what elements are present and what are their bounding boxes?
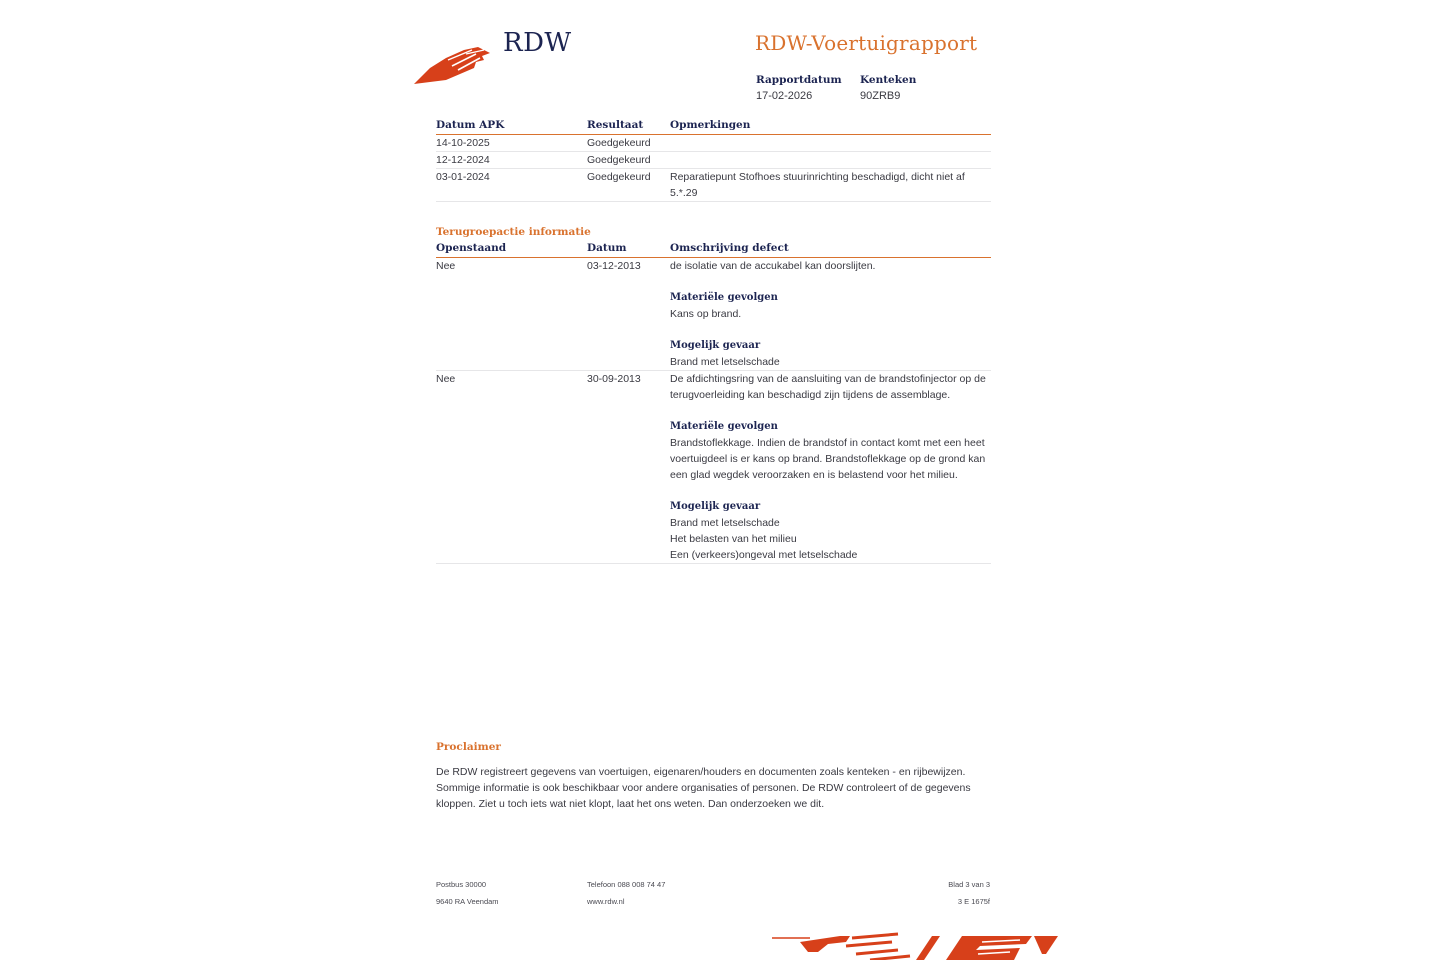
footer-address-line2: 9640 RA Veendam xyxy=(436,897,499,906)
license-plate-value: 90ZRB9 xyxy=(860,90,901,102)
column-header-defect-description: Omschrijving defect xyxy=(670,242,789,254)
material-consequences-line: Brandstoflekkage. Indien de brandstof in contact komt met een heet xyxy=(670,437,985,449)
material-consequences-line: voertuigdeel is er kans op brand. Brandstoflekkage op de grond kan xyxy=(670,453,986,465)
possible-danger-line: Brand met letselschade xyxy=(670,517,780,529)
apk-remarks xyxy=(670,135,991,151)
description-line: terugvoerleiding kan beschadigd zijn tijdens de assemblage. xyxy=(670,389,951,401)
possible-danger-label: Mogelijk gevaar xyxy=(670,340,761,351)
material-consequences-line: een glad wegdek veroorzaken en is belastend voor het milieu. xyxy=(670,469,958,481)
table-row xyxy=(436,152,991,169)
footer-contact xyxy=(587,876,665,910)
column-header-remarks: Opmerkingen xyxy=(670,119,751,131)
recall-date: 30-09-2013 xyxy=(587,373,641,385)
recall-table-header xyxy=(436,241,991,258)
apk-date: 14-10-2025 xyxy=(436,137,490,149)
footer-page-info xyxy=(948,876,990,910)
possible-danger-line: Brand met letselschade xyxy=(670,356,780,368)
apk-remarks-line: Reparatiepunt Stofhoes stuurinrichting beschadigd, dicht niet af xyxy=(670,171,965,183)
document-code: 3 E 1675f xyxy=(957,897,990,906)
recall-table xyxy=(436,241,991,564)
report-date xyxy=(756,73,842,103)
rdw-feather-logo-icon xyxy=(412,44,492,86)
apk-result: Goedgekeurd xyxy=(587,171,651,183)
proclaimer-title: Proclaimer xyxy=(436,741,501,753)
page-number: Blad 3 van 3 xyxy=(948,880,990,889)
table-row xyxy=(436,135,991,152)
column-header-date: Datum xyxy=(587,242,627,254)
table-row xyxy=(436,371,991,564)
apk-date: 12-12-2024 xyxy=(436,154,490,166)
recall-section-title: Terugroepactie informatie xyxy=(436,226,591,238)
proclaimer-line: Sommige informatie is ook beschikbaar voor andere organisaties of personen. De RDW controleert of de gegevens xyxy=(436,782,971,794)
recall-date: 03-12-2013 xyxy=(587,260,641,272)
footer-website-link[interactable]: www.rdw.nl xyxy=(587,897,625,906)
column-header-result: Resultaat xyxy=(587,119,644,131)
apk-remarks xyxy=(670,152,991,168)
proclaimer-line: kloppen. Ziet u toch iets wat niet klopt, laat het ons weten. Dan onderzoeken we dit. xyxy=(436,798,825,810)
apk-table xyxy=(436,118,991,202)
proclaimer-text xyxy=(436,764,996,812)
table-row xyxy=(436,258,991,371)
apk-result: Goedgekeurd xyxy=(587,154,651,166)
report-date-label: Rapportdatum xyxy=(756,74,842,86)
material-consequences-label: Materiële gevolgen xyxy=(670,421,778,432)
apk-remarks-line: 5.*.29 xyxy=(670,187,698,199)
description-line: de isolatie van de accukabel kan doorslijten. xyxy=(670,260,876,272)
apk-remarks xyxy=(670,169,991,201)
column-header-open: Openstaand xyxy=(436,242,507,254)
table-row xyxy=(436,169,991,202)
apk-result: Goedgekeurd xyxy=(587,137,651,149)
recall-description xyxy=(670,258,991,370)
report-date-value: 17-02-2026 xyxy=(756,90,813,102)
apk-table-header xyxy=(436,118,991,135)
recall-description xyxy=(670,371,991,563)
possible-danger-line: Het belasten van het milieu xyxy=(670,533,797,545)
footer-phone: Telefoon 088 008 74 47 xyxy=(587,880,666,889)
report-title: RDW-Voertuigrapport xyxy=(755,31,978,55)
footer-address-line1: Postbus 30000 xyxy=(436,880,487,889)
possible-danger-line: Een (verkeers)ongeval met letselschade xyxy=(670,549,858,561)
material-consequences-line: Kans op brand. xyxy=(670,308,742,320)
license-plate xyxy=(860,73,916,103)
possible-danger-label: Mogelijk gevaar xyxy=(670,501,761,512)
recall-open: Nee xyxy=(436,260,456,272)
apk-date: 03-01-2024 xyxy=(436,171,490,183)
recall-open: Nee xyxy=(436,373,456,385)
rdw-speed-lines-decoration-icon xyxy=(770,932,1060,960)
column-header-date-apk: Datum APK xyxy=(436,119,505,131)
footer-address xyxy=(436,876,499,910)
material-consequences-label: Materiële gevolgen xyxy=(670,292,778,303)
proclaimer-line: De RDW registreert gegevens van voertuigen, eigenaren/houders en documenten zoals kenteken - en rijbewijzen. xyxy=(436,766,966,778)
license-plate-label: Kenteken xyxy=(860,74,917,86)
description-line: De afdichtingsring van de aansluiting van de brandstofinjector op de xyxy=(670,373,986,385)
logo-text: RDW xyxy=(503,28,572,58)
